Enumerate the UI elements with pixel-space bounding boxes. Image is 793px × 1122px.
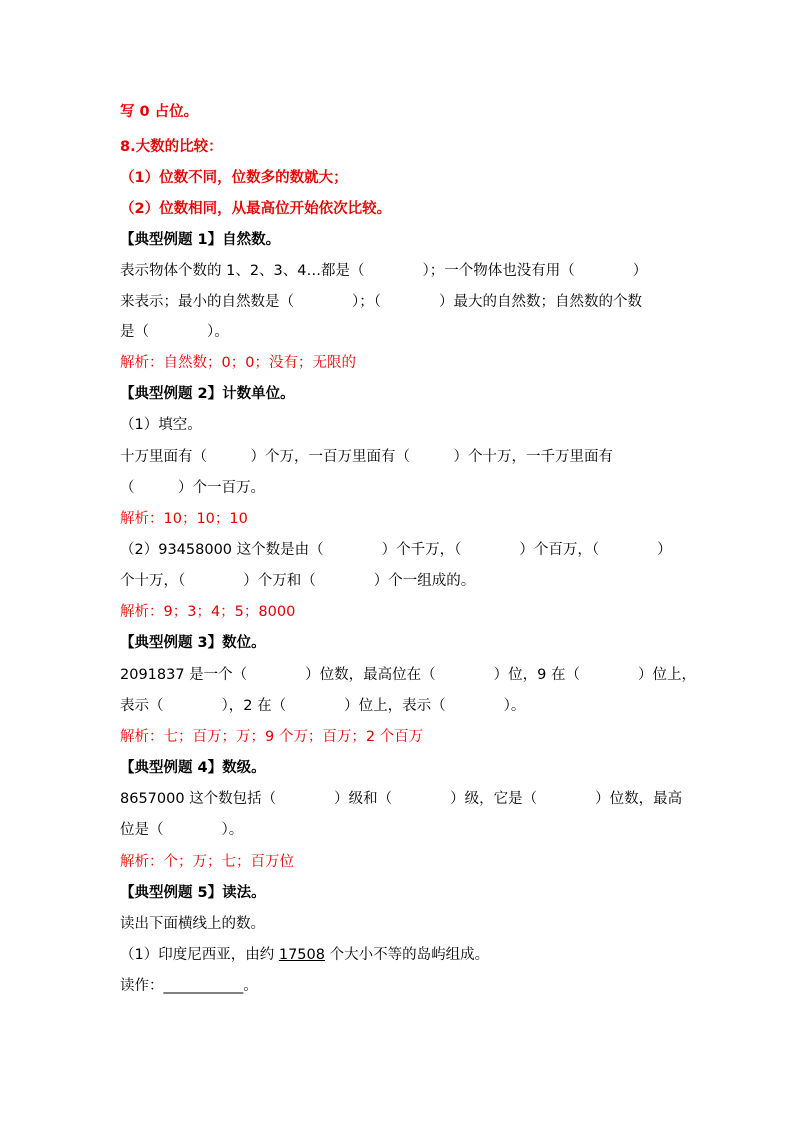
- example-2-part-2-line-2: 个十万，（ ）个万和（ ）个一组成的。: [120, 573, 476, 589]
- example-2-heading: 【典型例题 2】计数单位。: [120, 386, 295, 402]
- rule-line-2: （2）位数相同，从最高位开始依次比较。: [120, 201, 392, 217]
- rule-line-1: （1）位数不同，位数多的数就大；: [120, 170, 348, 186]
- example-1-heading: 【典型例题 1】自然数。: [120, 232, 281, 248]
- example-2-part-1-answer: 解析：10；10；10: [120, 511, 248, 527]
- section-heading-compare: 8.大数的比较：: [120, 139, 223, 155]
- example-1-question-line-3: 是（ ）。: [120, 324, 229, 340]
- example-2-part-1-label: （1）填空。: [120, 417, 202, 433]
- example-2-part-1-line-1: 十万里面有（ ）个万，一百万里面有（ ）个十万，一千万里面有: [120, 449, 613, 465]
- example-3-question-line-2: 表示（ ），2 在（ ）位上，表示（ ）。: [120, 698, 526, 714]
- note-line-zero-placeholder: 写 0 占位。: [120, 104, 199, 120]
- reading-answer-blank: 读作：___________。: [120, 978, 258, 994]
- example-4-answer: 解析：个；万；七；百万位: [120, 854, 294, 870]
- example-1-question-line-1: 表示物体个数的 1、2、3、4…都是（ ）；一个物体也没有用（ ）: [120, 263, 648, 279]
- example-5-heading: 【典型例题 5】读法。: [120, 885, 266, 901]
- example-1-question-line-2: 来表示；最小的自然数是（ ）；（ ）最大的自然数；自然数的个数: [120, 294, 642, 310]
- example-5-question: [120, 945, 489, 965]
- example-5-question-suffix: 个大小不等的岛屿组成。: [324, 947, 490, 963]
- example-4-heading: 【典型例题 4】数级。: [120, 760, 266, 776]
- example-2-part-1-line-2: （ ）个一百万。: [120, 480, 265, 496]
- example-4-question-line-2: 位是（ ）。: [120, 822, 244, 838]
- example-2-part-2-answer: 解析：9；3；4；5；8000: [120, 604, 296, 620]
- example-5-question-prefix: （1）印度尼西亚，由约: [120, 947, 279, 963]
- underlined-number: 17508: [278, 947, 325, 963]
- example-2-part-2-line-1: （2）93458000 这个数是由（ ）个千万，（ ）个百万，（ ）: [120, 542, 672, 558]
- example-3-question-line-1: 2091837 是一个（ ）位数，最高位在（ ）位，9 在（ ）位上，: [120, 667, 697, 683]
- example-4-question-line-1: 8657000 这个数包括（ ）级和（ ）级，它是（ ）位数，最高: [120, 791, 683, 807]
- example-5-instruction: 读出下面横线上的数。: [120, 916, 265, 932]
- example-3-heading: 【典型例题 3】数位。: [120, 635, 266, 651]
- example-1-answer: 解析：自然数；0；0；没有；无限的: [120, 355, 356, 371]
- example-3-answer: 解析：七；百万；万；9 个万；百万；2 个百万: [120, 729, 424, 745]
